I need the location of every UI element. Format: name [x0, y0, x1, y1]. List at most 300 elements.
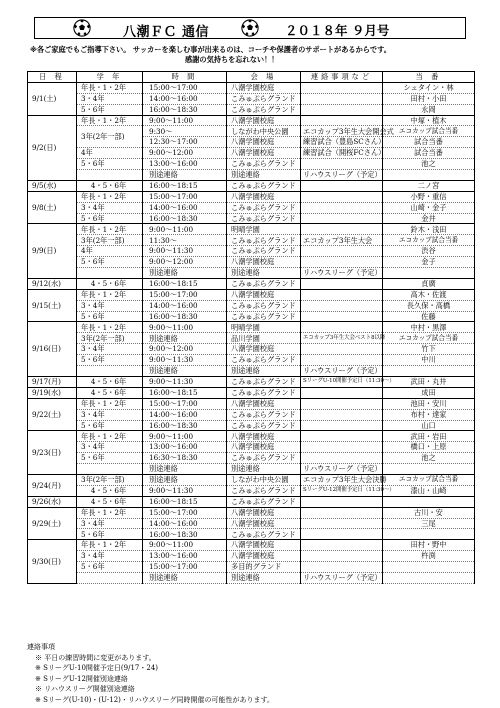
notes-cell	[301, 180, 383, 191]
duty-cell: 池之	[383, 453, 475, 464]
table-row	[28, 474, 475, 485]
time-cell: 9:00～12:00	[143, 148, 227, 159]
date-cell: 9/29(土)	[28, 507, 77, 540]
notes-cell	[301, 496, 383, 507]
table-row	[28, 278, 475, 289]
schedule-body	[28, 82, 475, 583]
venue-cell: こみゅぷらグランド	[227, 311, 301, 322]
time-cell: 別途連絡	[143, 333, 227, 344]
notes-cell	[301, 278, 383, 289]
venue-cell: こみゅぷらグランド	[227, 409, 301, 420]
grade-cell: 年長・1・2年	[77, 431, 143, 442]
duty-cell: エコカップ試合当番	[383, 235, 475, 246]
grade-cell: 5・6年	[77, 159, 143, 170]
time-cell: 9:00～11:00	[143, 431, 227, 442]
date-cell: 9/1(土)	[28, 82, 77, 115]
duty-cell: 高木・佐渡	[383, 289, 475, 300]
table-row	[28, 333, 475, 344]
duty-cell: 金井	[383, 213, 475, 224]
notice-line: 感謝の気持ちを忘れない！！	[185, 54, 279, 64]
grade-cell: 5・6年	[77, 213, 143, 224]
time-cell: 別途連絡	[143, 572, 227, 583]
venue-cell: こみゅぷらグランド	[227, 278, 301, 289]
notice-line: ※各ご家庭でもご指導下さい。 サッカーを楽しむ事が出来るのは、コーチや保護者のサポートがあるからです。	[30, 45, 391, 54]
venue-cell: こみゅぷらグランド	[227, 376, 301, 387]
venue-cell: 別途連絡	[227, 572, 301, 583]
grade-cell: 3・4年	[77, 202, 143, 213]
venue-cell: 八潮学園校庭	[227, 148, 301, 159]
column-header-date: 日 程	[28, 72, 77, 83]
notes-cell	[301, 159, 383, 170]
venue-cell: 八潮学園校庭	[227, 518, 301, 529]
table-row	[28, 562, 475, 573]
notes-cell	[301, 562, 383, 573]
duty-cell	[383, 562, 475, 573]
time-cell: 12:30～17:00	[143, 137, 227, 148]
table-row	[28, 235, 475, 246]
venue-cell: 別途連絡	[227, 268, 301, 279]
duty-cell	[383, 170, 475, 181]
duty-cell: 二ノ宮	[383, 180, 475, 191]
notes-cell	[301, 507, 383, 518]
grade-cell: 4・5・6年	[77, 496, 143, 507]
grade-cell	[77, 464, 143, 475]
time-cell: 16:00～18:15	[143, 180, 227, 191]
grade-cell: 3・4年	[77, 300, 143, 311]
duty-cell: 池之	[383, 159, 475, 170]
notes-cell: SリーグU-10開催予定日（11:30～）	[301, 376, 383, 387]
grade-cell: 年長・1・2年	[77, 82, 143, 93]
grade-cell: 5・6年	[77, 257, 143, 268]
venue-cell: こみゅぷらグランド	[227, 180, 301, 191]
date-cell: 9/9(日)	[28, 224, 77, 278]
venue-cell: しながわ中央公園	[227, 126, 301, 137]
duty-cell: 布村・達家	[383, 409, 475, 420]
grade-cell: 3・4年	[77, 442, 143, 453]
grade-cell: 4・5・6年	[77, 485, 143, 496]
time-cell: 9:30～	[143, 126, 227, 137]
venue-cell: こみゅぷらグランド	[227, 496, 301, 507]
time-cell: 9:00～11:00	[143, 115, 227, 126]
venue-cell: しながわ中央公園	[227, 474, 301, 485]
grade-cell: 3年(2年一部)	[77, 474, 143, 485]
notes-cell	[301, 289, 383, 300]
table-row	[28, 202, 475, 213]
duty-cell: 三尾	[383, 518, 475, 529]
time-cell: 別途連絡	[143, 474, 227, 485]
venue-cell: 明晴学園	[227, 322, 301, 333]
table-row	[28, 540, 475, 551]
time-cell: 15:00～17:00	[143, 398, 227, 409]
time-cell: 9:00～11:00	[143, 224, 227, 235]
table-row	[28, 366, 475, 377]
table-row	[28, 180, 475, 191]
duty-cell: 試合当番	[383, 137, 475, 148]
grade-cell: 4年	[77, 246, 143, 257]
grade-cell: 5・6年	[77, 453, 143, 464]
notes-cell	[301, 409, 383, 420]
grade-cell: 4・5・6年	[77, 376, 143, 387]
venue-cell: 八潮学園校庭	[227, 257, 301, 268]
notes-cell	[301, 93, 383, 104]
venue-cell: 八潮学園校庭	[227, 137, 301, 148]
notes-cell: エコカップ3年生大会開会式	[301, 126, 383, 137]
time-cell: 16:00～18:15	[143, 496, 227, 507]
grade-cell	[77, 366, 143, 377]
grade-cell: 3・4年	[77, 518, 143, 529]
date-cell: 9/16(日)	[28, 322, 77, 376]
table-row	[28, 420, 475, 431]
time-cell: 14:00～16:00	[143, 202, 227, 213]
date-cell: 9/17(月)	[28, 376, 77, 387]
table-row	[28, 126, 475, 137]
duty-cell: エコカップ試合当番	[383, 126, 475, 137]
grade-cell: 4・5・6年	[77, 387, 143, 398]
duty-cell	[383, 572, 475, 583]
column-header-venue: 会 場	[227, 72, 301, 83]
notes-cell: エコカップ3年生大会	[301, 235, 383, 246]
duty-cell: 古川・安	[383, 507, 475, 518]
table-row	[28, 442, 475, 453]
table-row	[28, 257, 475, 268]
table-row	[28, 355, 475, 366]
notes-cell	[301, 344, 383, 355]
notes-cell: リハウスリーグ（予定）	[301, 572, 383, 583]
notes-cell	[301, 213, 383, 224]
venue-cell: こみゅぷらグランド	[227, 159, 301, 170]
notes-cell	[301, 540, 383, 551]
table-row	[28, 159, 475, 170]
grade-cell: 年長・1・2年	[77, 224, 143, 235]
footer-item: ※ リハウスリーグ開催別途連絡	[35, 685, 135, 694]
date-cell: 9/19(水)	[28, 387, 77, 398]
notes-cell	[301, 246, 383, 257]
issue-date: ２０１８年 ９月号	[285, 23, 390, 38]
time-cell: 16:00～18:15	[143, 387, 227, 398]
grade-cell: 3年(2年一部)	[77, 235, 143, 246]
notes-cell	[301, 431, 383, 442]
grade-cell: 5・6年	[77, 311, 143, 322]
duty-cell: 中塚・植木	[383, 115, 475, 126]
duty-cell	[383, 529, 475, 540]
notes-cell: リハウスリーグ（予定）	[301, 464, 383, 475]
table-row	[28, 191, 475, 202]
duty-cell: 池田・安川	[383, 398, 475, 409]
grade-cell	[77, 268, 143, 279]
grade-cell: 年長・1・2年	[77, 115, 143, 126]
table-row	[28, 398, 475, 409]
time-cell: 9:00～12:00	[143, 344, 227, 355]
duty-cell: 田村・小田	[383, 93, 475, 104]
venue-cell: こみゅぷらグランド	[227, 387, 301, 398]
venue-cell: こみゅぷらグランド	[227, 529, 301, 540]
newsletter-header	[34, 17, 466, 39]
duty-cell: 竹下	[383, 344, 475, 355]
table-row	[28, 311, 475, 322]
table-row	[28, 518, 475, 529]
notes-cell	[301, 398, 383, 409]
table-row	[28, 115, 475, 126]
table-row	[28, 529, 475, 540]
table-row	[28, 344, 475, 355]
date-cell: 9/22(土)	[28, 398, 77, 431]
venue-cell: 八潮学園校庭	[227, 289, 301, 300]
notes-cell	[301, 82, 383, 93]
date-cell: 9/2(日)	[28, 115, 77, 180]
venue-cell: こみゅぷらグランド	[227, 355, 301, 366]
venue-cell: 品川学園	[227, 333, 301, 344]
table-row	[28, 104, 475, 115]
notes-cell	[301, 322, 383, 333]
time-cell: 別途連絡	[143, 268, 227, 279]
table-row	[28, 213, 475, 224]
time-cell: 9:00～11:30	[143, 376, 227, 387]
venue-cell: こみゅぷらグランド	[227, 300, 301, 311]
notes-cell: 練習試合（開桜FCさん）	[301, 148, 383, 159]
notes-cell	[301, 529, 383, 540]
time-cell: 9:00～11:30	[143, 355, 227, 366]
duty-cell: 貞廣	[383, 278, 475, 289]
venue-cell: 八潮学園校庭	[227, 507, 301, 518]
venue-cell: 八潮学園校庭	[227, 115, 301, 126]
footer-notes	[27, 642, 274, 706]
time-cell: 13:00～16:00	[143, 442, 227, 453]
table-row	[28, 268, 475, 279]
duty-cell: 橋口・上原	[383, 442, 475, 453]
footer-item: ※ SリーグU-12開催別途連絡	[35, 674, 128, 683]
time-cell: 9:00～11:30	[143, 485, 227, 496]
time-cell: 別途連絡	[143, 170, 227, 181]
venue-cell: こみゅぷらグランド	[227, 93, 301, 104]
notes-cell	[301, 387, 383, 398]
table-row	[28, 496, 475, 507]
notes-cell	[301, 311, 383, 322]
time-cell: 9:00～11:00	[143, 322, 227, 333]
venue-cell: こみゅぷらグランド	[227, 213, 301, 224]
venue-cell: こみゅぷらグランド	[227, 453, 301, 464]
duty-cell: 永岡	[383, 104, 475, 115]
time-cell: 別途連絡	[143, 366, 227, 377]
notes-cell	[301, 442, 383, 453]
notes-cell	[301, 551, 383, 562]
duty-cell: エコカップ試合当番	[383, 333, 475, 344]
duty-cell: 山崎・金子	[383, 202, 475, 213]
date-cell: 9/8(土)	[28, 191, 77, 224]
duty-cell: 漆山・山崎	[383, 485, 475, 496]
notes-cell: エコカップ3年生大会決勝	[301, 474, 383, 485]
grade-cell: 4・5・6年	[77, 180, 143, 191]
table-row	[28, 572, 475, 583]
venue-cell: 八潮学園校庭	[227, 431, 301, 442]
notes-cell	[301, 202, 383, 213]
venue-cell: 多目的グランド	[227, 562, 301, 573]
footer-item: ※ 平日の練習時間に変更があります。	[35, 653, 156, 662]
grade-cell: 3・4年	[77, 93, 143, 104]
table-row	[28, 485, 475, 496]
newsletter-title: 八潮ＦＣ 通信	[123, 25, 210, 40]
table-row	[28, 409, 475, 420]
grade-cell: 3年(2年一部)	[77, 333, 143, 344]
time-cell: 16:00～18:30	[143, 420, 227, 431]
duty-cell: 佐藤	[383, 311, 475, 322]
table-row	[28, 453, 475, 464]
time-cell: 16:30～18:30	[143, 453, 227, 464]
grade-cell: 5・6年	[77, 355, 143, 366]
duty-cell: 金子	[383, 257, 475, 268]
duty-cell	[383, 464, 475, 475]
duty-cell: 渋谷	[383, 246, 475, 257]
venue-cell: 八潮学園校庭	[227, 344, 301, 355]
soccer-ball-icon	[241, 19, 259, 37]
table-header-row	[28, 72, 475, 83]
column-header-duty: 当 番	[383, 72, 475, 83]
date-cell: 9/23(日)	[28, 431, 77, 475]
time-cell: 14:00～16:00	[143, 409, 227, 420]
duty-cell: 武田・岩田	[383, 431, 475, 442]
soccer-ball-icon	[73, 19, 91, 37]
duty-cell	[383, 268, 475, 279]
table-row	[28, 431, 475, 442]
time-cell: 13:00～16:00	[143, 159, 227, 170]
schedule-table	[27, 71, 475, 584]
venue-cell: 八潮学園校庭	[227, 191, 301, 202]
duty-cell: 鈴木・浅田	[383, 224, 475, 235]
duty-cell: 中村・黒澤	[383, 322, 475, 333]
grade-cell: 4年	[77, 148, 143, 159]
venue-cell: 別途連絡	[227, 366, 301, 377]
time-cell: 15:00～17:00	[143, 562, 227, 573]
date-cell: 9/30(日)	[28, 540, 77, 584]
venue-cell: 八潮学園校庭	[227, 540, 301, 551]
venue-cell: こみゅぷらグランド	[227, 235, 301, 246]
venue-cell: 別途連絡	[227, 464, 301, 475]
time-cell: 14:00～16:00	[143, 93, 227, 104]
notice-message	[30, 45, 475, 64]
venue-cell: こみゅぷらグランド	[227, 485, 301, 496]
venue-cell: 八潮学園校庭	[227, 551, 301, 562]
table-row	[28, 551, 475, 562]
footer-item: ※ SリーグU-10開催予定日(9/17・24)	[35, 664, 159, 673]
table-row	[28, 387, 475, 398]
time-cell: 14:00～16:00	[143, 300, 227, 311]
time-cell: 13:00～16:00	[143, 551, 227, 562]
venue-cell: こみゅぷらグランド	[227, 246, 301, 257]
table-row	[28, 170, 475, 181]
date-cell: 9/12(水)	[28, 278, 77, 289]
duty-cell: エコカップ試合当番	[383, 474, 475, 485]
grade-cell: 年長・1・2年	[77, 191, 143, 202]
date-cell: 9/5(水)	[28, 180, 77, 191]
notes-cell: SリーグU-12開催予定日（11:30～）	[301, 485, 383, 496]
table-row	[28, 507, 475, 518]
date-cell: 9/15(土)	[28, 289, 77, 322]
venue-cell: 八潮学園校庭	[227, 398, 301, 409]
time-cell: 16:00～18:30	[143, 529, 227, 540]
notes-cell	[301, 355, 383, 366]
time-cell: 15:00～17:00	[143, 82, 227, 93]
duty-cell: 成田	[383, 387, 475, 398]
duty-cell: 長久保・高橋	[383, 300, 475, 311]
duty-cell: シュタイン・林	[383, 82, 475, 93]
grade-cell	[77, 170, 143, 181]
duty-cell: 中川	[383, 355, 475, 366]
notes-cell	[301, 115, 383, 126]
column-header-grade: 学 年	[77, 72, 143, 83]
time-cell: 16:00～18:30	[143, 311, 227, 322]
duty-cell: 山口	[383, 420, 475, 431]
grade-cell: 3・4年	[77, 344, 143, 355]
notes-cell	[301, 518, 383, 529]
footer-item: ※ Sリーグ(U-10)・(U-12)・リハウスリーグ同時開催の可能性があります。	[35, 695, 274, 704]
time-cell: 15:00～17:00	[143, 289, 227, 300]
time-cell: 9:00～12:00	[143, 257, 227, 268]
date-cell: 9/26(水)	[28, 496, 77, 507]
notes-cell: リハウスリーグ（予定）	[301, 170, 383, 181]
venue-cell: こみゅぷらグランド	[227, 420, 301, 431]
grade-cell: 5・6年	[77, 420, 143, 431]
grade-cell: 5・6年	[77, 529, 143, 540]
footer-title: 連絡事項	[27, 643, 55, 651]
grade-cell	[77, 572, 143, 583]
duty-cell: 試合当番	[383, 148, 475, 159]
time-cell: 16:00～18:30	[143, 213, 227, 224]
grade-cell: 3・4年	[77, 409, 143, 420]
duty-cell: 田村・野中	[383, 540, 475, 551]
grade-cell: 年長・1・2年	[77, 289, 143, 300]
date-cell: 9/24(月)	[28, 474, 77, 496]
grade-cell: 3年(2年一部)	[77, 126, 143, 148]
grade-cell: 年長・1・2年	[77, 398, 143, 409]
time-cell: 16:00～18:30	[143, 104, 227, 115]
duty-cell	[383, 496, 475, 507]
venue-cell: 八潮学園校庭	[227, 442, 301, 453]
venue-cell: 八潮学園校庭	[227, 82, 301, 93]
table-row	[28, 148, 475, 159]
time-cell: 15:00～17:00	[143, 507, 227, 518]
time-cell: 14:00～16:00	[143, 518, 227, 529]
duty-cell: 武田・丸井	[383, 376, 475, 387]
time-cell: 9:00～11:00	[143, 540, 227, 551]
venue-cell: こみゅぷらグランド	[227, 104, 301, 115]
grade-cell: 5・6年	[77, 562, 143, 573]
table-row	[28, 376, 475, 387]
venue-cell: 別途連絡	[227, 170, 301, 181]
notes-cell	[301, 300, 383, 311]
notes-cell: リハウスリーグ（予定）	[301, 268, 383, 279]
duty-cell: 小野・重信	[383, 191, 475, 202]
time-cell: 15:00～17:00	[143, 191, 227, 202]
table-row	[28, 246, 475, 257]
column-header-notes: 連絡事項など	[301, 72, 383, 83]
notes-cell	[301, 420, 383, 431]
grade-cell: 年長・1・2年	[77, 322, 143, 333]
notes-cell	[301, 191, 383, 202]
venue-cell: こみゅぷらグランド	[227, 202, 301, 213]
table-row	[28, 322, 475, 333]
table-row	[28, 300, 475, 311]
notes-cell	[301, 224, 383, 235]
notes-cell: エコカップ3年生大会ベスト8以降	[301, 333, 383, 344]
notes-cell: 練習試合（豊島SCさん）	[301, 137, 383, 148]
time-cell: 16:00～18:15	[143, 278, 227, 289]
table-row	[28, 224, 475, 235]
grade-cell: 5・6年	[77, 104, 143, 115]
notes-cell: リハウスリーグ（予定）	[301, 366, 383, 377]
grade-cell: 4・5・6年	[77, 278, 143, 289]
time-cell: 9:00～11:30	[143, 246, 227, 257]
column-header-time: 時 間	[143, 72, 227, 83]
table-row	[28, 464, 475, 475]
